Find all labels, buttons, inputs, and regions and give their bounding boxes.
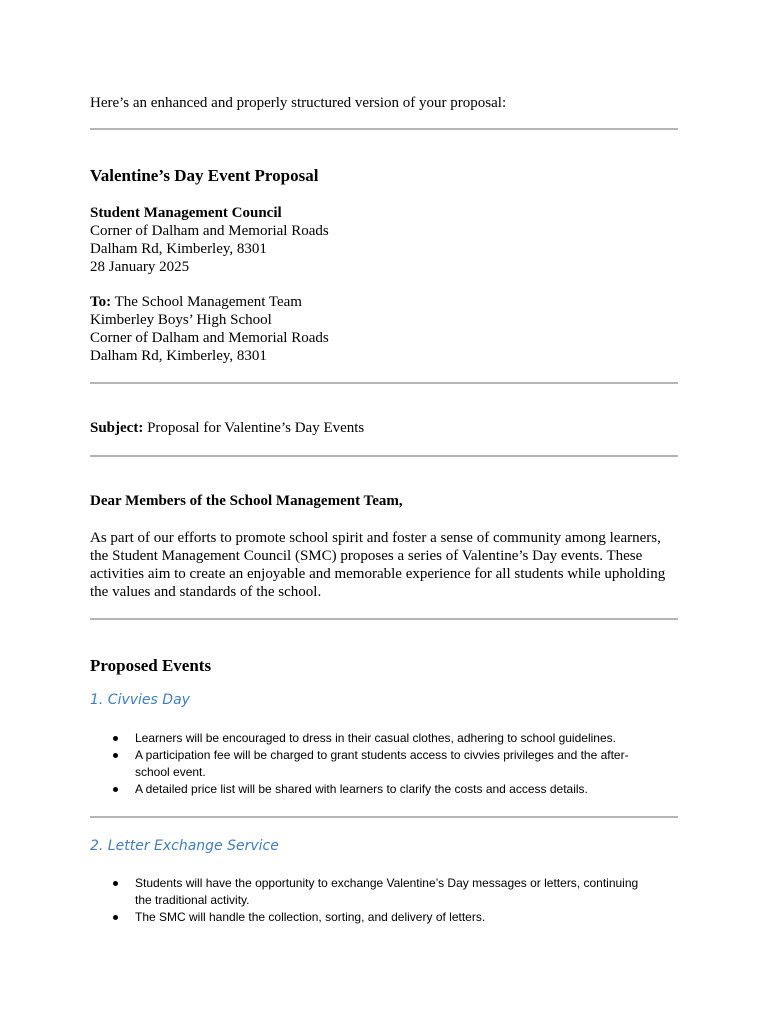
recipient-block [90, 293, 329, 365]
divider [90, 816, 678, 818]
letter-date: 28 January 2025 [90, 259, 190, 275]
to-label: To: [90, 294, 112, 310]
sender-block [90, 204, 329, 276]
bullet-icon [113, 736, 118, 741]
list-item: Students will have the opportunity to exchange Valentine’s Day messages or letters, continuing the traditional activity. [90, 875, 678, 909]
recipient-address-line1: Corner of Dalham and Memorial Roads [90, 330, 329, 346]
sender-address-line2: Dalham Rd, Kimberley, 8301 [90, 241, 267, 257]
divider [90, 455, 678, 457]
intro-text: Here’s an enhanced and properly structured version of your proposal: [90, 95, 507, 111]
divider [90, 382, 678, 384]
list-item: A detailed price list will be shared with learners to clarify the costs and access details. [90, 781, 678, 798]
list-item: A participation fee will be charged to grant students access to civvies privileges and the after- school event. [90, 747, 678, 781]
list-item: The SMC will handle the collection, sorting, and delivery of letters. [90, 909, 678, 926]
letter-exchange-list [90, 875, 678, 926]
recipient-line [90, 293, 329, 311]
body-paragraph [90, 529, 665, 601]
proposed-events-title: Proposed Events [90, 656, 212, 675]
subject-line [90, 419, 364, 437]
document-title: Valentine’s Day Event Proposal [90, 166, 319, 185]
divider [90, 128, 678, 130]
sender-name: Student Management Council [90, 205, 282, 221]
salutation: Dear Members of the School Management Team, [90, 493, 403, 509]
body-line: the values and standards of the school. [90, 584, 322, 600]
bullet-icon [113, 881, 118, 886]
event-heading-letter-exchange: 2. Letter Exchange Service [90, 838, 279, 854]
sender-address-line1: Corner of Dalham and Memorial Roads [90, 223, 329, 239]
recipient-name: The School Management Team [114, 294, 302, 310]
bullet-icon [113, 787, 118, 792]
recipient-address-line2: Dalham Rd, Kimberley, 8301 [90, 348, 267, 364]
subject-text: Proposal for Valentine’s Day Events [147, 420, 365, 436]
civvies-day-list [90, 730, 678, 798]
subject-label: Subject: [90, 420, 144, 436]
body-line: As part of our efforts to promote school spirit and foster a sense of community among learners, [90, 530, 661, 546]
divider [90, 618, 678, 620]
recipient-school: Kimberley Boys’ High School [90, 312, 272, 328]
event-heading-civvies-day: 1. Civvies Day [90, 692, 190, 708]
bullet-icon [113, 915, 118, 920]
body-line: the Student Management Council (SMC) proposes a series of Valentine’s Day events. These [90, 548, 643, 564]
bullet-icon [113, 753, 118, 758]
list-item: Learners will be encouraged to dress in their casual clothes, adhering to school guidelines. [90, 730, 678, 747]
body-line: activities aim to create an enjoyable and memorable experience for all students while upholding [90, 566, 666, 582]
